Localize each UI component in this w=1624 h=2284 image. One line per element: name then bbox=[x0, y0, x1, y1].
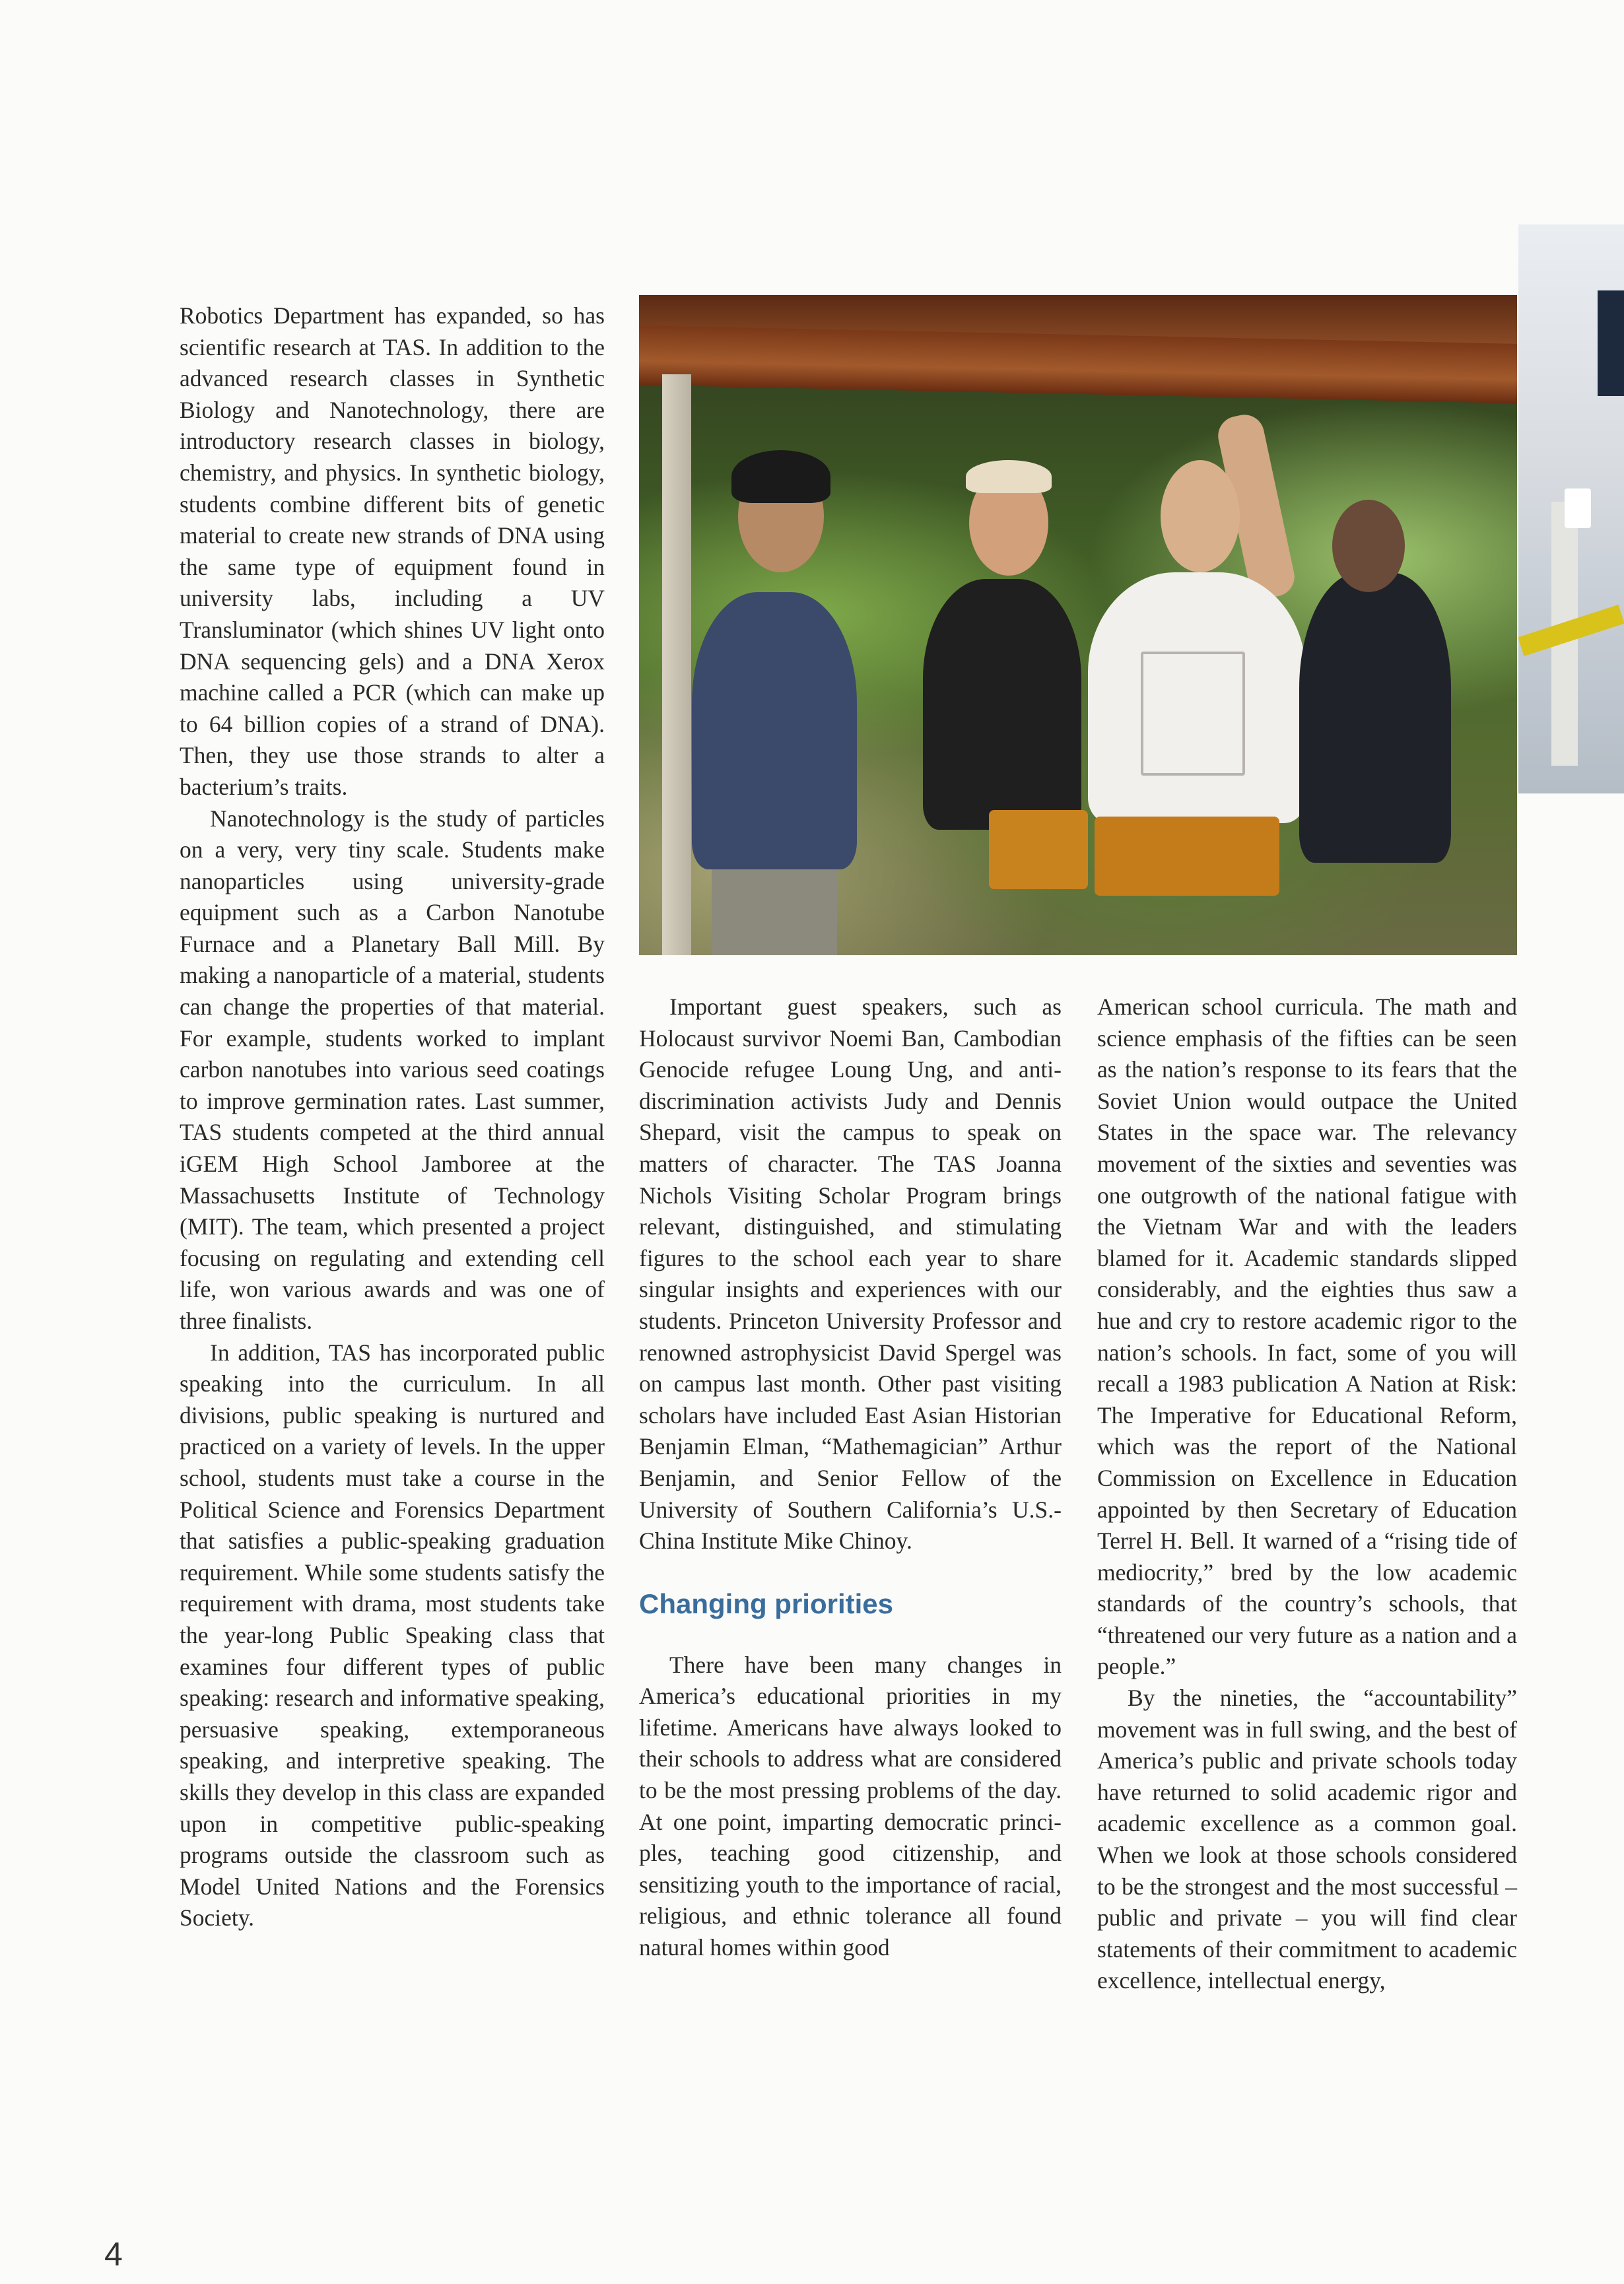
paragraph: In addition, TAS has incorporated public speaking into the curriculum. In all divisions, public speaking is nurtured and practiced on a variety of levels. In the upper school, students must take a course in the Political Science and Forensics Department that satisfies a public-speaking graduation requirement. While some students satisfy the requirement with drama, most students take the year-long Public Speaking class that examines four different types of public speaking: research and informative speaking, persuasive speaking, extemporaneous speaking, and interpretive speaking. The skills they develop in this class are expanded upon in competitive public-speaking programs outside the classroom such as Model United Nations and the Forensics Society. bbox=[180, 1339, 605, 1931]
lab-equipment-photo bbox=[1518, 224, 1624, 793]
paragraph: By the nineties, the “accountability” movement was in full swing, and the best of America’s public and private schools today have returned to solid academic rigor and academic excellence as a common goal. When we look at those schools considered to be the strongest and the most successful – public and private – you will find clear statements of their commitment to academic excellence, intellectual energy, bbox=[1097, 1685, 1517, 1994]
paragraph: Nanotechnology is the study of particles on a very, very tiny scale. Students make nanoparticles using university-grade equipment such as a Carbon Nanotube Furnace and a Planetary Ball Mill. By making a nanoparticle of a material, students can change the properties of that material. For example, students worked to implant carbon nanotubes into various seed coatings to improve germination rates. Last summer, TAS students competed at the third annual iGEM High School Jamboree at the Massachusetts Institute of Technology (MIT). The team, which presented a project focusing on regulating and extending cell life, won various awards and was one of three finalists. bbox=[180, 805, 605, 1334]
photo-student-1-hair bbox=[731, 450, 830, 503]
paragraph: There have been many changes in America’s educational priorities in my lifetime. Americans have always looked to their schools to address what are considered to be the most pressing problems of the day. At one point, imparting democratic principles, teaching good citizenship, and sensitizing youth to the importance of racial, religious, and ethnic tolerance all found natural homes within good bbox=[639, 1651, 1062, 1961]
photo-student-2-toolbelt bbox=[989, 810, 1088, 889]
lab-photo-lamp bbox=[1565, 488, 1591, 528]
photo-student-3-shirt-logo bbox=[1141, 652, 1245, 776]
photo-student-1-legs bbox=[712, 856, 837, 955]
photo-student-3-toolbelt bbox=[1095, 817, 1279, 896]
paragraph: American school curricula. The math and science emphasis of the fifties can be seen as the nation’s response to its fears that the Soviet Union would outpace the United States in the space war. The relevancy movement of the sixties and seventies was one outgrowth of the national fatigue with the Vietnam War and with the leaders blamed for it. Academic standards slipped considerably, and the eighties thus saw a hue and cry to restore academic rigor to the nation’s schools. In fact, some of you will recall a 1983 publication A Nation at Risk: The Imperative for Educational Reform, which was the report of the National Commission on Excellence in Education appointed by then Secretary of Education Terrel H. Bell. It warned of a “rising tide of mediocrity,” bred by the low academic standards of the country’s schools, that “threatened our very future as a nation and a people.” bbox=[1097, 993, 1517, 1680]
paragraph: Important guest speakers, such as Holocaust survivor Noemi Ban, Cambodian Genocide refugee Loung Ung, and anti-discrimination activists Judy and Dennis Shepard, visit the campus to speak on matters of character. The TAS Joanna Nichols Visiting Scholar Program brings relevant, distinguished, and stimulating figures to the school each year to share singular insights and experiences with our students. Princeton University Professor and renowned astrophysicist David Spergel was on campus last month. Other past visiting scholars have included East Asian Historian Benjamin Elman, “Mathemagician” Arthur Benjamin, and Senior Fellow of the University of Southern California’s U.S.-China Institute Mike Chinoy. bbox=[639, 993, 1062, 1555]
section-heading: Changing priorities bbox=[639, 1588, 894, 1619]
photo-student-4-head bbox=[1332, 500, 1405, 592]
text-column-2 bbox=[639, 991, 1062, 1964]
photo-white-post bbox=[662, 374, 691, 955]
text-column-1 bbox=[180, 300, 605, 1934]
photo-student-4-shirt bbox=[1299, 572, 1451, 863]
students-construction-photo bbox=[639, 295, 1517, 955]
photo-student-1-shirt bbox=[692, 592, 857, 869]
photo-student-2-shirt bbox=[923, 579, 1081, 830]
text-column-3 bbox=[1097, 991, 1517, 1997]
photo-student-2-cap bbox=[966, 460, 1052, 493]
paragraph: Robotics Department has expanded, so has scientific research at TAS. In addition to the advanced research classes in Synthetic Biology and Nanotechnology, there are introductory research classes in biology, chemistry, and physics. In synthetic biology, students combine different bits of genetic material to create new strands of DNA using the same type of equipment found in university labs, including a UV Transluminator (which shines UV light onto DNA sequencing gels) and a DNA Xerox machine called a PCR (which can make up to 64 billion copies of a strand of DNA). Then, they use those strands to alter a bacterium’s traits. bbox=[180, 302, 605, 800]
lab-photo-dark-panel bbox=[1598, 290, 1624, 396]
photo-student-3-head bbox=[1161, 460, 1240, 572]
page-number: 4 bbox=[104, 2236, 123, 2273]
